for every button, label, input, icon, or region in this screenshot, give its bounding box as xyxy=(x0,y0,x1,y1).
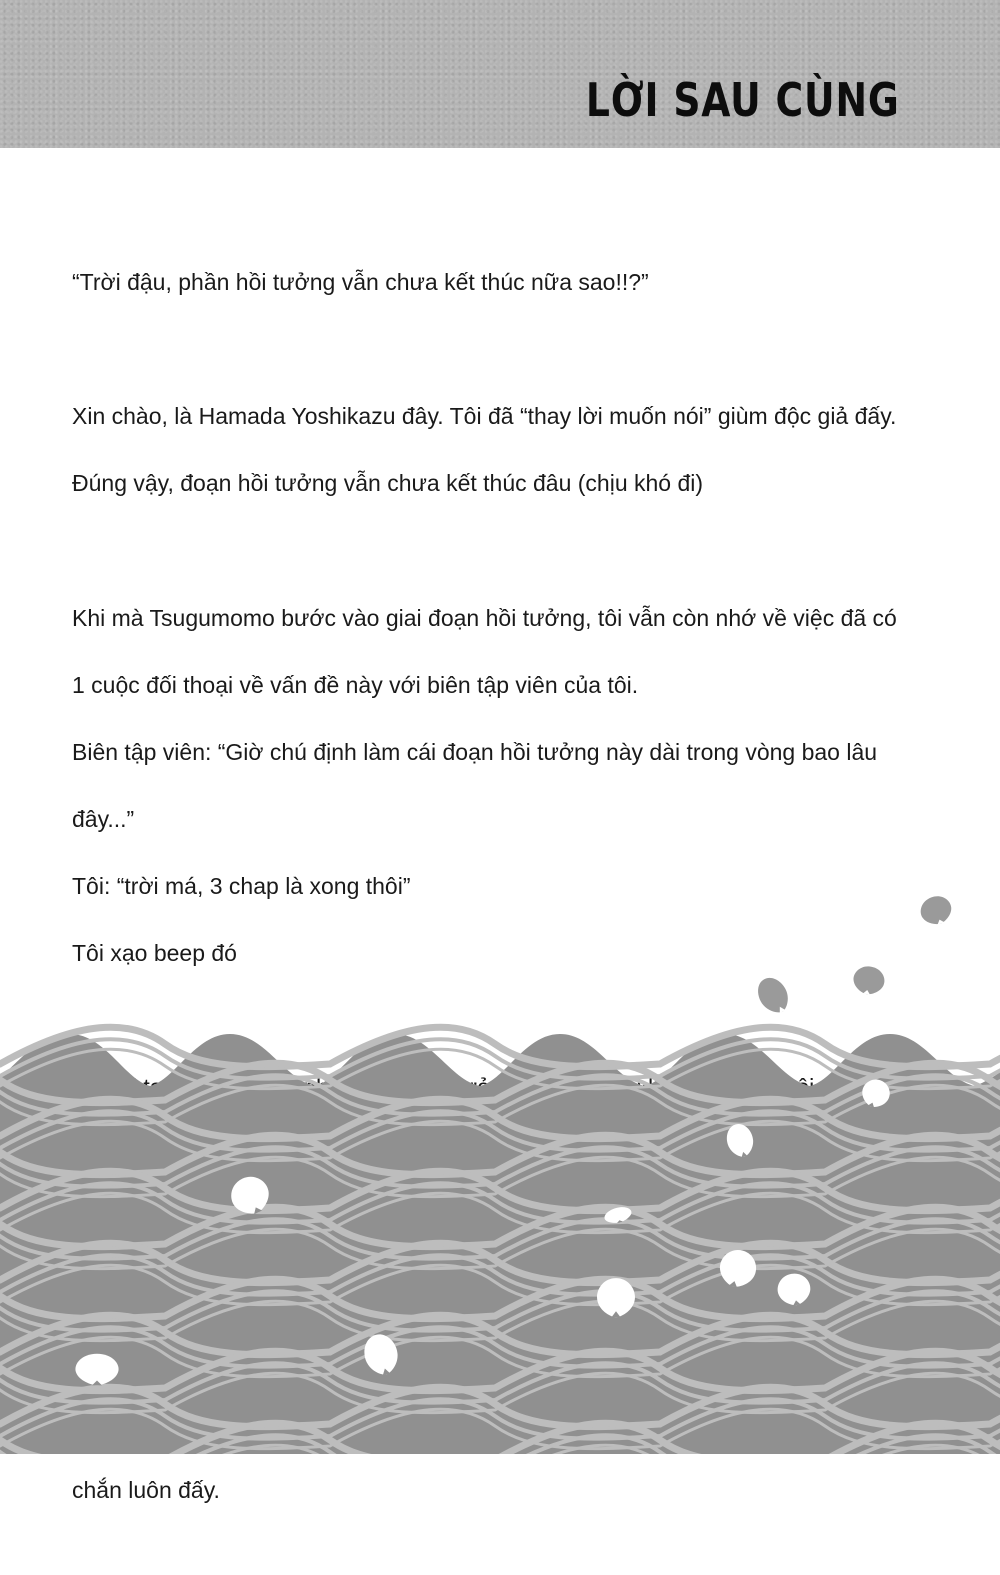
text-line: Biên tập viên: “Giờ chú định làm cái đoạn hồi tưởng này dài trong vòng bao lâu xyxy=(72,738,878,765)
paragraph-1 xyxy=(72,232,932,333)
text-line: Khi mà Tsugumomo bước vào giai đoạn hồi tưởng, tôi vẫn còn nhớ về việc đã có xyxy=(72,604,897,631)
text-line: Xin chào, là Hamada Yoshikazu đây. Tôi đã “thay lời muốn nói” giùm độc giả đấy. xyxy=(72,403,897,429)
text-line: Đúng vậy, đoạn hồi tưởng vẫn chưa kết thúc đâu (chịu khó đi) xyxy=(72,470,704,496)
paragraph-2 xyxy=(72,367,932,535)
text-line: Tôi xạo beep đó xyxy=(72,939,237,966)
text-line: chắn luôn đấy. xyxy=(72,1476,220,1503)
page-title: LỜI SAU CÙNG xyxy=(586,73,900,127)
petal-icon xyxy=(772,1269,815,1309)
text-line: đây...” xyxy=(72,805,135,832)
text-line: 1 cuộc đối thoại về vấn đề này với biên tập viên của tôi. xyxy=(72,671,639,698)
paragraph-3 xyxy=(72,568,932,1004)
text-line: Tôi: “trời má, 3 chap là xong thôi” xyxy=(72,872,411,899)
petal-icon xyxy=(72,1352,122,1386)
petal-icon xyxy=(849,962,890,998)
text-line: “Trời đậu, phần hồi tưởng vẫn chưa kết thúc nữa sao!!?” xyxy=(72,268,649,295)
petal-icon xyxy=(594,1276,638,1318)
header-band xyxy=(0,0,1000,148)
wave-pattern-decoration xyxy=(0,1020,1000,1454)
